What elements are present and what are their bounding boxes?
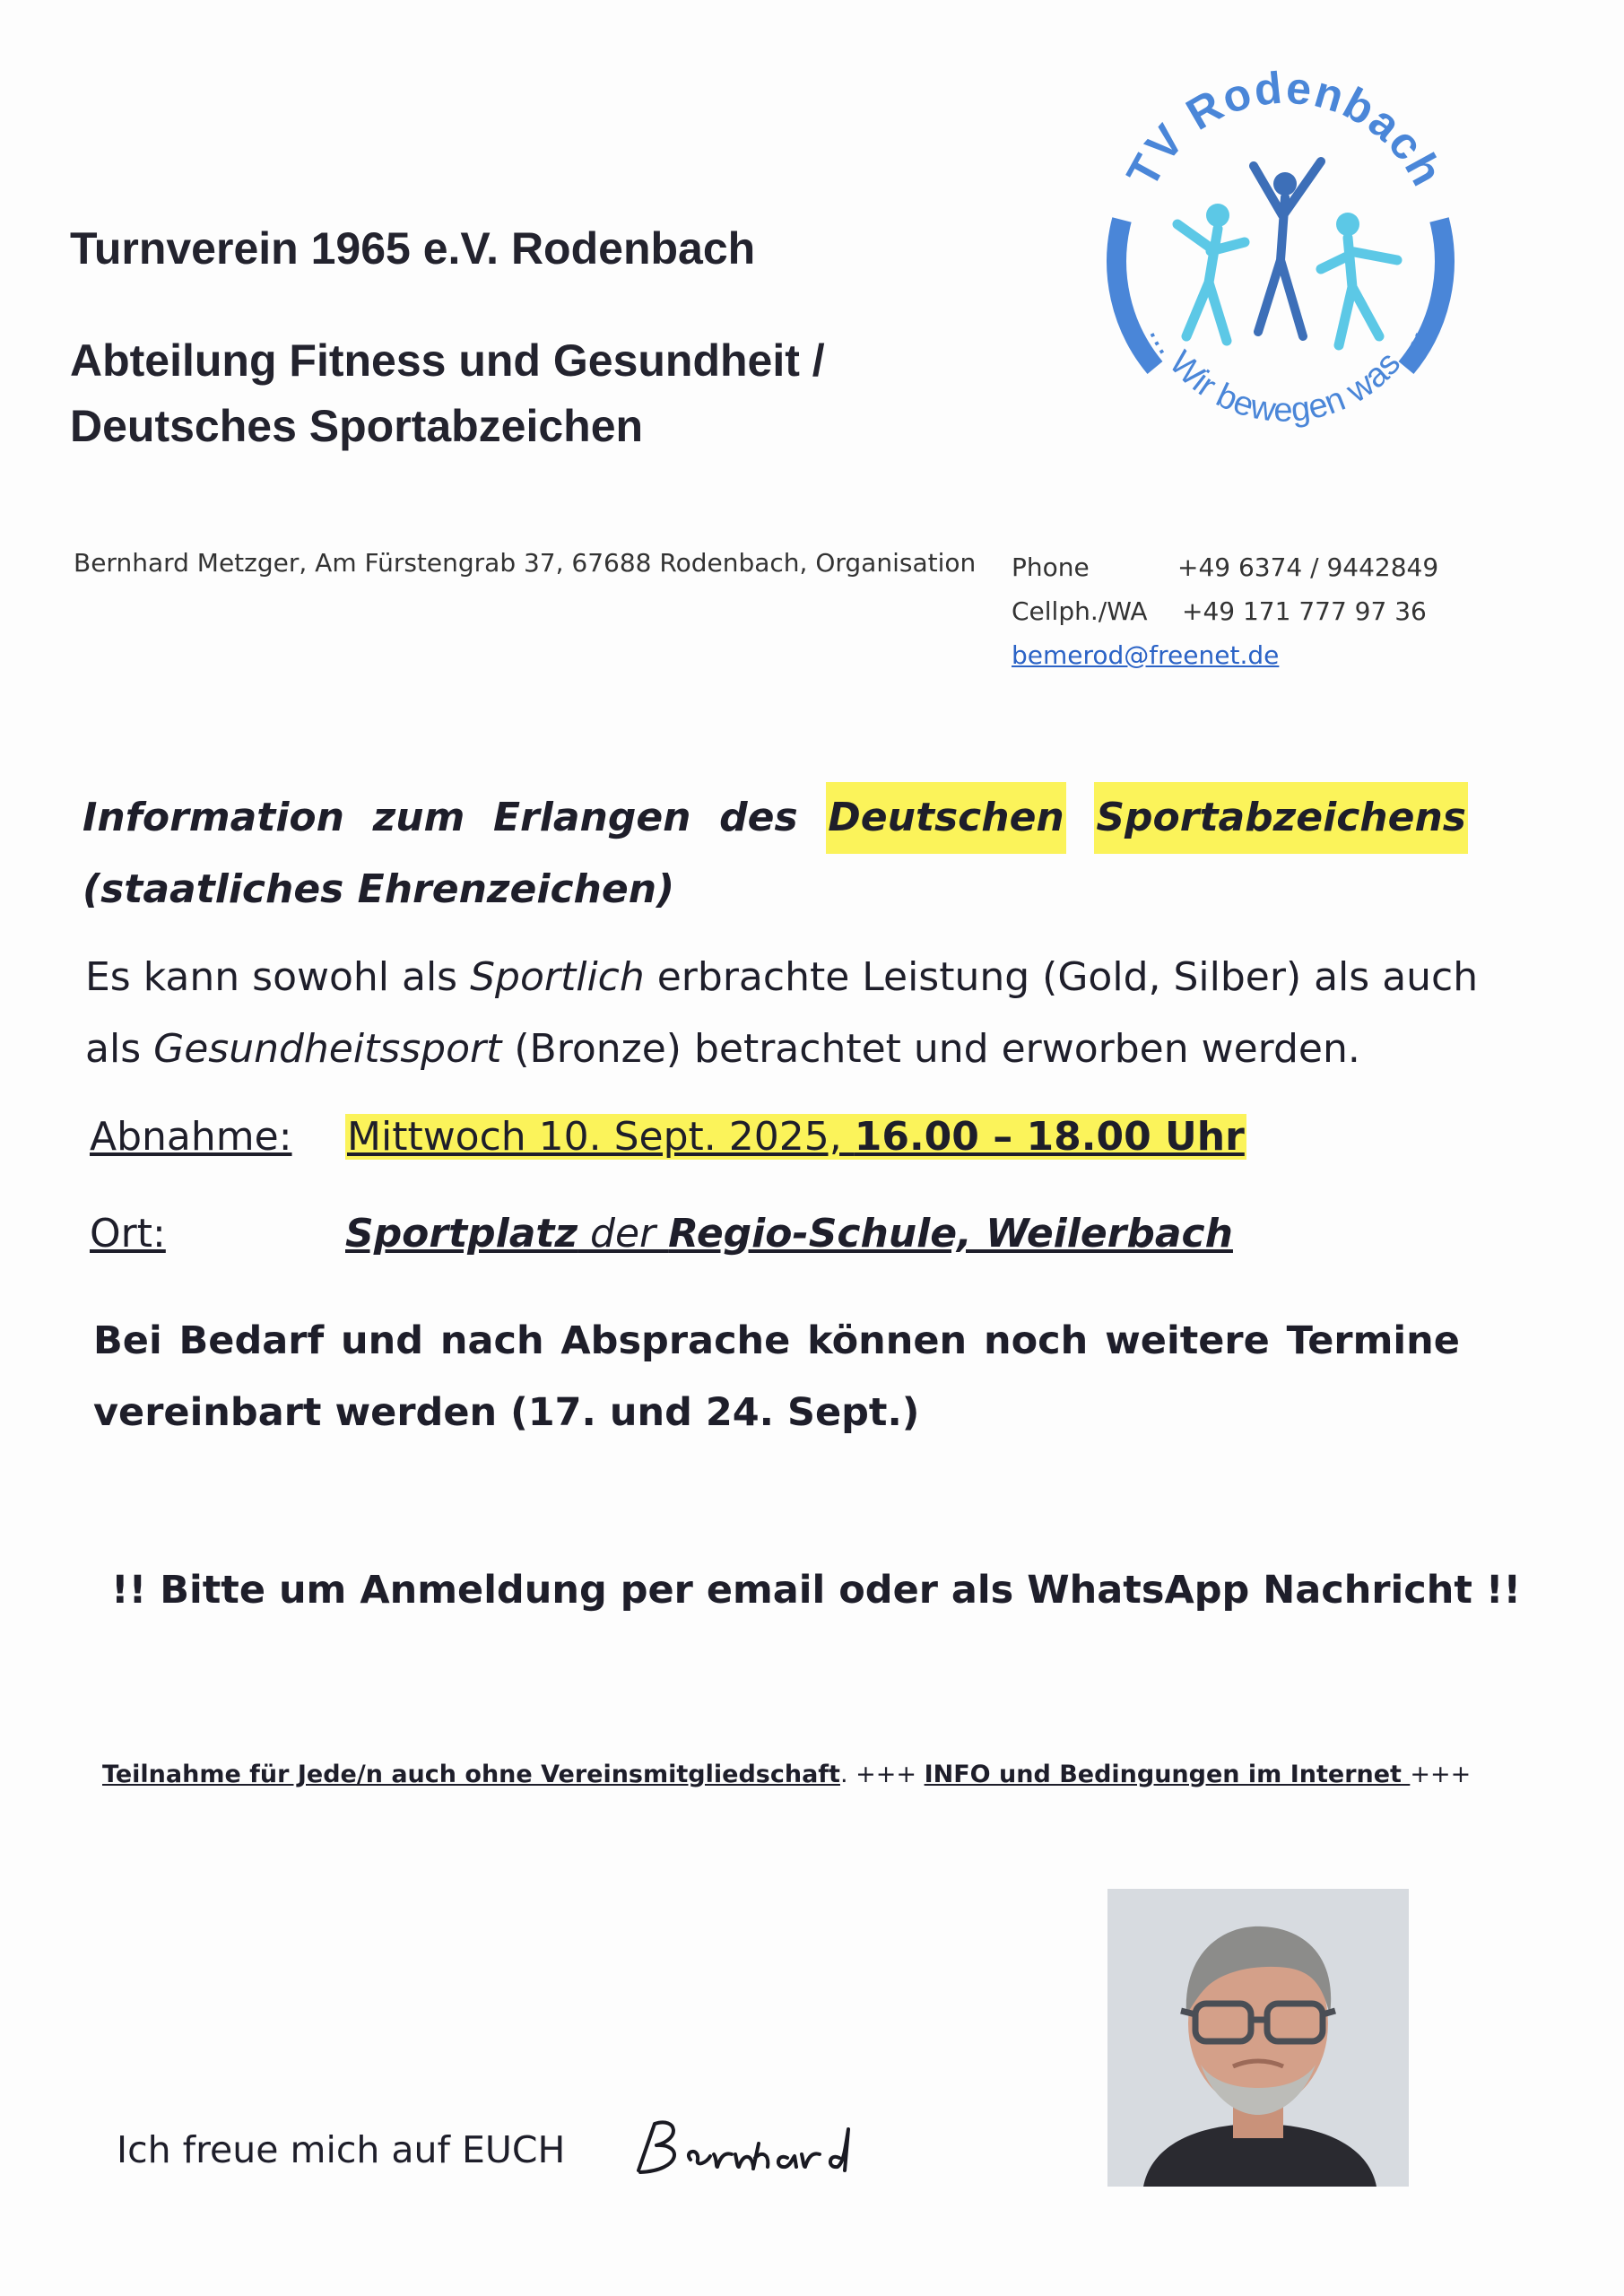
participation-text: Teilnahme für Jede/n auch ohne Vereinsmitgliedschaft xyxy=(102,1761,840,1788)
phone-value: +49 6374 / 9442849 xyxy=(1177,552,1439,582)
note-line-1 xyxy=(93,1305,1460,1377)
portrait-photo xyxy=(1107,1889,1409,2187)
date-text: Mittwoch 10. Sept. 2025, xyxy=(347,1114,855,1160)
logo-figures-icon xyxy=(1177,161,1397,345)
note-word: nach xyxy=(439,1318,544,1363)
note-word: können xyxy=(807,1318,968,1363)
registration-notice: !! Bitte um Anmeldung per email oder als WhatsApp Nachricht !! xyxy=(111,1568,1522,1613)
participation-note xyxy=(102,1761,1471,1788)
note-line-2: vereinbart werden (17. und 24. Sept.) xyxy=(93,1390,920,1435)
paragraph-emphasis-sportlich: Sportlich xyxy=(470,954,645,1000)
logo-bottom-text: ... Wir bewegen was ... xyxy=(1142,318,1429,430)
paragraph-text: (Bronze) betrachtet und erworben werden. xyxy=(501,1026,1360,1072)
note-word: weitere xyxy=(1105,1318,1270,1363)
email-link[interactable]: bemerod@freenet.de xyxy=(1012,640,1280,670)
paragraph-text: Es kann sowohl als xyxy=(85,954,471,1000)
logo-top-text: TV Rodenbach xyxy=(1116,67,1454,196)
note-word: und xyxy=(341,1318,424,1363)
club-logo xyxy=(1092,67,1469,462)
department-line-2: Deutsches Sportabzeichen xyxy=(70,401,644,451)
place-value xyxy=(345,1211,1233,1257)
contact-details xyxy=(1012,545,1438,677)
separator: . +++ xyxy=(839,1761,925,1788)
paragraph-emphasis-gesundheitssport: Gesundheitssport xyxy=(153,1026,502,1072)
cellphone-value: +49 171 777 97 36 xyxy=(1182,596,1427,626)
paragraph-text: erbrachte Leistung (Gold, Silber) als auch xyxy=(644,954,1479,1000)
note-word: Absprache xyxy=(560,1318,791,1363)
department-title xyxy=(70,328,825,459)
phone-row xyxy=(1012,545,1438,589)
cellphone-row xyxy=(1012,589,1438,633)
contact-address: Bernhard Metzger, Am Fürstengrab 37, 67688 Rodenbach, Organisation xyxy=(74,548,977,578)
heading-word: zum xyxy=(372,795,465,840)
heading-word: Information xyxy=(83,795,344,840)
time-text: 16.00 – 18.00 Uhr xyxy=(854,1114,1245,1160)
heading-word: des xyxy=(719,795,798,840)
handwritten-signature xyxy=(628,2108,861,2188)
place-label: Ort: xyxy=(90,1211,166,1257)
portrait-illustration xyxy=(1107,1889,1409,2187)
date-label: Abnahme: xyxy=(90,1114,292,1160)
paragraph-line-1 xyxy=(85,942,1478,1013)
note-word: Bedarf xyxy=(178,1318,325,1363)
cellphone-label: Cellph./WA xyxy=(1012,596,1148,626)
info-heading xyxy=(83,782,1468,926)
info-paragraph xyxy=(85,942,1478,1085)
heading-word: Erlangen xyxy=(492,795,691,840)
date-highlight xyxy=(345,1114,1246,1160)
place-sportplatz: Sportplatz xyxy=(345,1211,578,1257)
heading-highlight-sportabzeichens: Sportabzeichens xyxy=(1094,782,1468,854)
place-connector: der xyxy=(578,1211,669,1257)
organization-title: Turnverein 1965 e.V. Rodenbach xyxy=(70,223,756,274)
closing-text: Ich freue mich auf EUCH xyxy=(117,2128,566,2171)
separator: +++ xyxy=(1410,1761,1472,1788)
note-word: Bei xyxy=(93,1318,162,1363)
date-value xyxy=(345,1114,1246,1160)
info-heading-line-2: (staatliches Ehrenzeichen) xyxy=(83,866,675,912)
heading-highlight-deutschen: Deutschen xyxy=(826,782,1065,854)
paragraph-text: als xyxy=(85,1026,154,1072)
phone-label: Phone xyxy=(1012,552,1090,582)
internet-info-link[interactable]: INFO und Bedingungen im Internet xyxy=(924,1761,1411,1788)
note-word: Termine xyxy=(1286,1318,1460,1363)
department-line-1: Abteilung Fitness und Gesundheit / xyxy=(70,335,825,386)
note-word: noch xyxy=(983,1318,1089,1363)
paragraph-line-2 xyxy=(85,1013,1478,1085)
place-school: Regio-Schule, Weilerbach xyxy=(668,1211,1233,1257)
info-heading-line-1 xyxy=(83,782,1468,854)
additional-dates-note xyxy=(93,1305,1460,1448)
email-row xyxy=(1012,633,1438,677)
